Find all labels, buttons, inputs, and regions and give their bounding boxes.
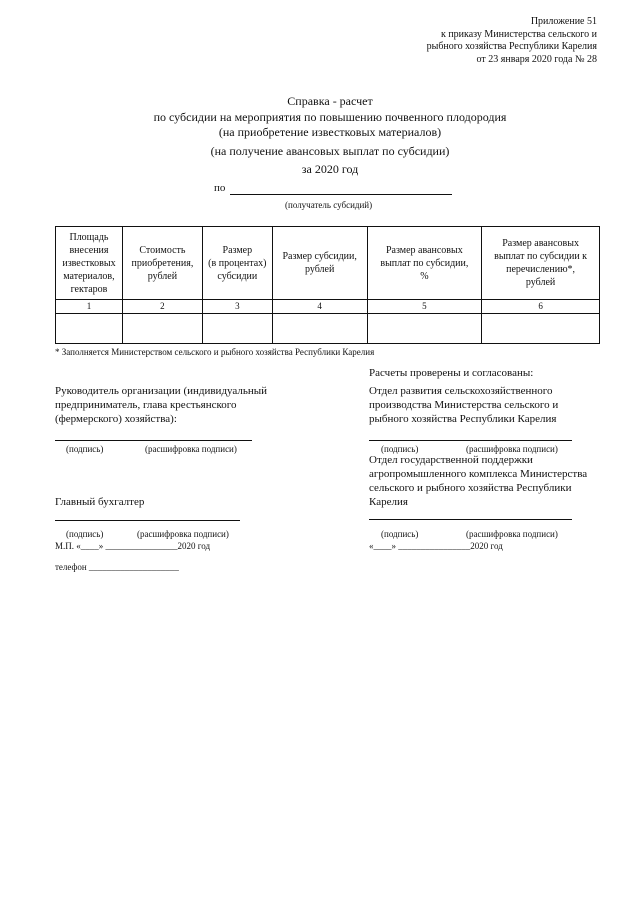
dept1-block: Отдел развития сельскохозяйственного производства Министерства сельского и рыбного хозяйства Республики Карелия <box>369 385 559 425</box>
dept2-signature-line[interactable] <box>369 519 572 520</box>
column-number: 4 <box>272 300 367 314</box>
header-advance-amount: Размер авансовых выплат по субсидии к перечислению*, рублей <box>482 227 600 300</box>
table-number-row <box>56 300 600 314</box>
header-cost: Стоимость приобретения, рублей <box>122 227 202 300</box>
cell-area[interactable] <box>56 314 123 344</box>
recipient-row <box>214 182 452 195</box>
head-signature-line[interactable] <box>55 440 252 441</box>
column-number: 1 <box>56 300 123 314</box>
dept2-block: Отдел государственной поддержки агропромышленного комплекса Министерства сельского и рыбного хозяйства Республики Карелия <box>369 454 588 508</box>
table-header-row <box>56 227 600 300</box>
cell-advance-amount[interactable] <box>482 314 600 344</box>
cell-advance-percent[interactable] <box>367 314 482 344</box>
column-number: 5 <box>367 300 482 314</box>
appendix-number: Приложение 51 <box>530 16 597 27</box>
organization-head-block: Руководитель организации (индивидуальный предприниматель, глава крестьянского (фермерского) хозяйства): <box>55 385 268 425</box>
title-subsidy: по субсидии на мероприятия по повышению почвенного плодородия <box>153 109 507 124</box>
title-year: за 2020 год <box>301 162 359 176</box>
footnote: * Заполняется Министерством сельского и рыбного хозяйства Республики Карелия <box>55 347 375 357</box>
recipient-field[interactable] <box>230 182 452 195</box>
checked-label: Расчеты проверены и согласованы: <box>369 367 534 379</box>
stamp-date-line[interactable]: М.П. «____» ________________2020 год <box>55 541 211 551</box>
appendix-date-line: от 23 января 2020 года № 28 <box>476 53 597 65</box>
column-number: 3 <box>202 300 272 314</box>
table-data-row <box>56 314 600 344</box>
cell-percent[interactable] <box>202 314 272 344</box>
title-main: Справка - расчет <box>287 94 373 108</box>
cell-cost[interactable] <box>122 314 202 344</box>
recipient-prefix: по <box>214 182 226 194</box>
dept1-sign-caption: (подпись) <box>381 444 419 454</box>
header-percent: Размер (в процентах) субсидии <box>202 227 272 300</box>
accountant-signature-line[interactable] <box>55 520 240 521</box>
calculation-table <box>55 226 600 344</box>
dept1-signature-line[interactable] <box>369 440 572 441</box>
column-number: 2 <box>122 300 202 314</box>
dept1-decode-caption: (расшифровка подписи) <box>466 444 558 454</box>
phone-line[interactable]: телефон ____________________ <box>55 562 179 572</box>
appendix-reference <box>427 16 597 66</box>
accountant-decode-caption: (расшифровка подписи) <box>137 529 229 539</box>
header-subsidy-amount: Размер субсидии, рублей <box>272 227 367 300</box>
accountant-label: Главный бухгалтер <box>55 496 145 508</box>
header-advance-percent: Размер авансовых выплат по субсидии, % <box>367 227 482 300</box>
column-number: 6 <box>482 300 600 314</box>
dept2-sign-caption: (подпись) <box>381 529 419 539</box>
head-decode-caption: (расшифровка подписи) <box>145 444 237 454</box>
title-advance: (на получение авансовых выплат по субсидии) <box>210 143 450 158</box>
appendix-order-line: к приказу Министерства сельского и <box>440 28 597 40</box>
title-materials: (на приобретение известковых материалов) <box>218 125 442 139</box>
header-area: Площадь внесения известковых материалов, гектаров <box>56 227 123 300</box>
dept2-decode-caption: (расшифровка подписи) <box>466 529 558 539</box>
accountant-sign-caption: (подпись) <box>66 529 104 539</box>
document-title <box>60 94 600 178</box>
head-sign-caption: (подпись) <box>66 444 104 454</box>
cell-subsidy-amount[interactable] <box>272 314 367 344</box>
appendix-ministry-line: рыбного хозяйства Республики Карелия <box>426 41 597 52</box>
recipient-caption: (получатель субсидий) <box>285 200 373 210</box>
approval-date-line[interactable]: «____» ________________2020 год <box>369 541 503 551</box>
